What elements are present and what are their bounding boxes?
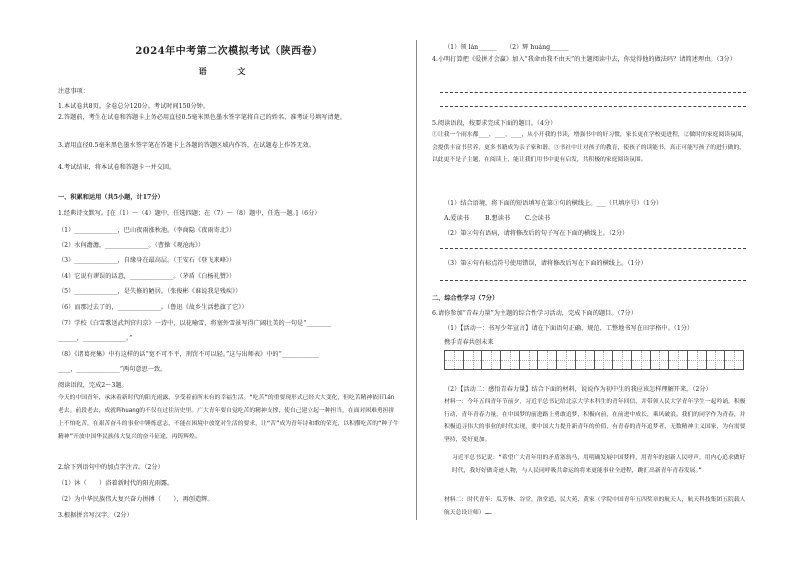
note-1: 1.本试卷共8页。全卷总分120分。考试时间150分钟。 <box>58 103 210 110</box>
q6-1-text: 携手青春共创未来 <box>444 339 494 346</box>
grid-cell[interactable] <box>519 350 538 370</box>
q3-answer-line: （1）领 lán______ （2）辉 huáng______ <box>444 44 569 51</box>
q6-2-prompt: （2）【活动二：感悟青春力量】结合下面的材料，说说作为初中生的我应该怎样理解开来。（2分） <box>444 386 712 393</box>
q5-1-option-c: C.会读书 <box>525 215 551 222</box>
note-2: 2.答题前，考生在试卷和答题卡上务必用直径0.5毫米黑色墨水签字笔将自己的姓名、准考证号填写清楚。 <box>58 114 346 121</box>
grid-cell[interactable] <box>668 350 687 370</box>
q4-prompt: 4.小明打算把《爱拼才会赢》加入“我命由我不由天”的主题阅读中去，你觉得他的做法吗？请简述理由。（3分） <box>432 56 736 63</box>
column-divider <box>416 40 417 520</box>
q5-3-prompt: （3）第④句有标点符号使用错误，请将修改后写在下面的横线上。（1分） <box>444 260 647 267</box>
q2-item-2: （2）为中华民族伟大复兴奋力拼搏（ ），再创造辉。 <box>58 496 214 503</box>
q1-line-6: （6）而那过去了的，______________。（鲁迅《故乡生活愁旗了它》） <box>58 304 248 311</box>
q5-2-prompt: （2）第②句有语病，请将修改后的句子写在下面的横线上。（2分） <box>444 230 629 237</box>
q1-prompt: 1.经典诗文默写。[在（1）～（4）题中，任选四题；在（7）～（8）题中，任选一题。]（6分） <box>58 210 321 217</box>
q5-1-option-a: A.爱读书 <box>444 215 469 222</box>
notes-heading: 注意事项： <box>58 88 89 95</box>
reading-passage: 今天的中国青年，承沐着新时代的阳光雨露，享受着前所未有的幸福生活。“吃苦”的重要现形式已经大大变化，但吃苦精神依旧lán 老去。前段老去，成就辉huang的不仅在过往历史里。广大青年要自觉吃苦的精神支撑，使自己建立起一种担当，在面对困难勇担拼上不怕吃苦，在艰苦奋斗的事业中锤炼意志，不能在困境中放宽对生活的要求，让“苦”成为青年诗和歌的荣光，以积攒吃苦的“种子牛精神”开放中国华民族伟大复兴的奋斗征途，再铸辉煌。 <box>58 395 399 440</box>
exam-title: 2024年中考第二次模拟考试（陕西卷） <box>135 46 323 57</box>
q5-1-prompt: （1）结合语境，将下面的短语填写在第①句的横线上。___（只填序号）（1分） <box>444 200 663 207</box>
part1-heading: 一、积累和运用（共5小题，计17分） <box>58 194 164 201</box>
grid-cell[interactable] <box>650 350 669 370</box>
note-3: 3.请用直径0.5毫米黑色墨水签字笔在答题卡上各题的答题区域内作答，在试题卷上作答无效。 <box>58 142 316 149</box>
q3-prompt: 3.根据拼音写汉字。（2分） <box>58 512 133 519</box>
q5-prompt: 5.阅读语段，按要求完成下面的题目。（4分） <box>432 120 557 127</box>
q1-8-line-a: （8）《诸葛亮集》中有这样的话“宽不可不平，刑罚不可以轻。”这与出师表》中的“____________ <box>58 351 319 358</box>
grid-cell[interactable] <box>575 350 594 370</box>
answer-line <box>440 92 746 93</box>
q1-7-line-a: （7）学校《白雪歌送武判官归京》一诗中，以花喻雪，将塞外雪景写得广阔壮美的一句是“________ <box>58 320 332 327</box>
part2-heading: 二、综合性学习（7分） <box>432 295 499 302</box>
grid-cell[interactable] <box>687 350 706 370</box>
q1-8-line-b: ____，______________”两句意思一致。 <box>58 366 167 373</box>
grid-cell[interactable] <box>500 350 519 370</box>
q1-line-1: （1）______________，巴山夜雨涨秋池。（李商隐《夜雨寄北》） <box>58 227 236 234</box>
grid-cell[interactable] <box>481 350 500 370</box>
tianzige-grid[interactable] <box>444 350 744 370</box>
reading-intro: 阅读语段，完成2～3题。 <box>58 382 128 389</box>
material-2: 材料二：时代青年：瓜芳林、谷堂，洛堂道、民大苑、黄家（学院中国青年五四奖章的航天人，航天科技集团五院载人航天总设计师）…… <box>444 497 746 516</box>
q5-1-option-b: B.想读书 <box>485 215 511 222</box>
material-1: 材料一：今年五四青年节前夕，习近平总书记给北京大学本科生的青年回信，并带领人民大学青年学生一起吟诵，积极行动，青年青春力量，在中国梦的前进路上勇敢追梦，积极向前，在前进中成长，乘风破浪。我们的同学作为青春，并积极追寻伟大的事业的时代实现，要中国大力提升新青年的价值，有青春的青年追梦者，无数精神主义国家，为有需要坚持，爱好更加。 <box>444 399 746 443</box>
q1-line-4: （4）它说有谬误的话意，______________。（茅盾《白杨礼赞》） <box>58 273 236 280</box>
q6-prompt: 6.请你参加“青春力量”为主题的综合性学习活动，完成下面的题目。（7分） <box>432 310 637 317</box>
grid-cell[interactable] <box>556 350 575 370</box>
answer-line <box>440 106 746 107</box>
q5-passage: ①让我一个雨水都___，___，___，从小开我的书读，增强书中的好习惯，家长更在学校更进程，②做时的家庭阅读氛围，会提供丰富书营养，更多书籍成为亲子家和谐，③书社中让对孩子的教育，使孩子的读能书，真正可能写孩子的进行做的，以此更不是子主题，在阅读上，能让我们用书中更有启发，共积极的家庭阅读氛围。 <box>432 132 748 163</box>
grid-cell[interactable] <box>706 350 725 370</box>
q6-1-prompt: （1）【活动一：书写少年宣言】请在下面语句正确、规范、工整地书写在田字格中。（1分） <box>444 325 694 332</box>
q2-item-1: （1）沐（ ）浴着新时代的阳光雨露。 <box>58 480 174 487</box>
grid-cell[interactable] <box>631 350 650 370</box>
subject-label: 语 文 <box>198 66 260 76</box>
q1-line-3: （3）______________，自缘身在最高层。（王安石《登飞来峰》） <box>58 257 236 264</box>
q2-prompt: 2.给下列语句中的加点字注音。（2分） <box>58 464 164 471</box>
material-1-quote: 习近平总书记说：“希望广大青年用的矛盾塞翁马，用明确发展中国梦样，用青年的创新人民呼声，用内心追求做好时代，我好好做奇迹人物，与人民同呼吸共命运的将来更能事业全进程，跳汇出新青年青春发展。” <box>452 455 746 474</box>
note-4: 4.考试结束，将本试卷和答题卡一并交回。 <box>58 164 176 171</box>
grid-cell[interactable] <box>463 350 482 370</box>
q1-line-2: （2）水何澹澹，______________。（曹操《观沧海》） <box>58 242 205 249</box>
answer-line <box>440 280 746 281</box>
q1-7-line-b: ______，______________。” <box>58 335 133 342</box>
q1-line-5: （5）______________，是失修的陋居。（张俊彬《谁说我是残疾》） <box>58 288 242 295</box>
grid-cell[interactable] <box>612 350 631 370</box>
grid-cell[interactable] <box>724 350 744 370</box>
grid-cell[interactable] <box>444 350 463 370</box>
answer-line <box>440 248 746 249</box>
grid-cell[interactable] <box>537 350 556 370</box>
grid-cell[interactable] <box>594 350 613 370</box>
